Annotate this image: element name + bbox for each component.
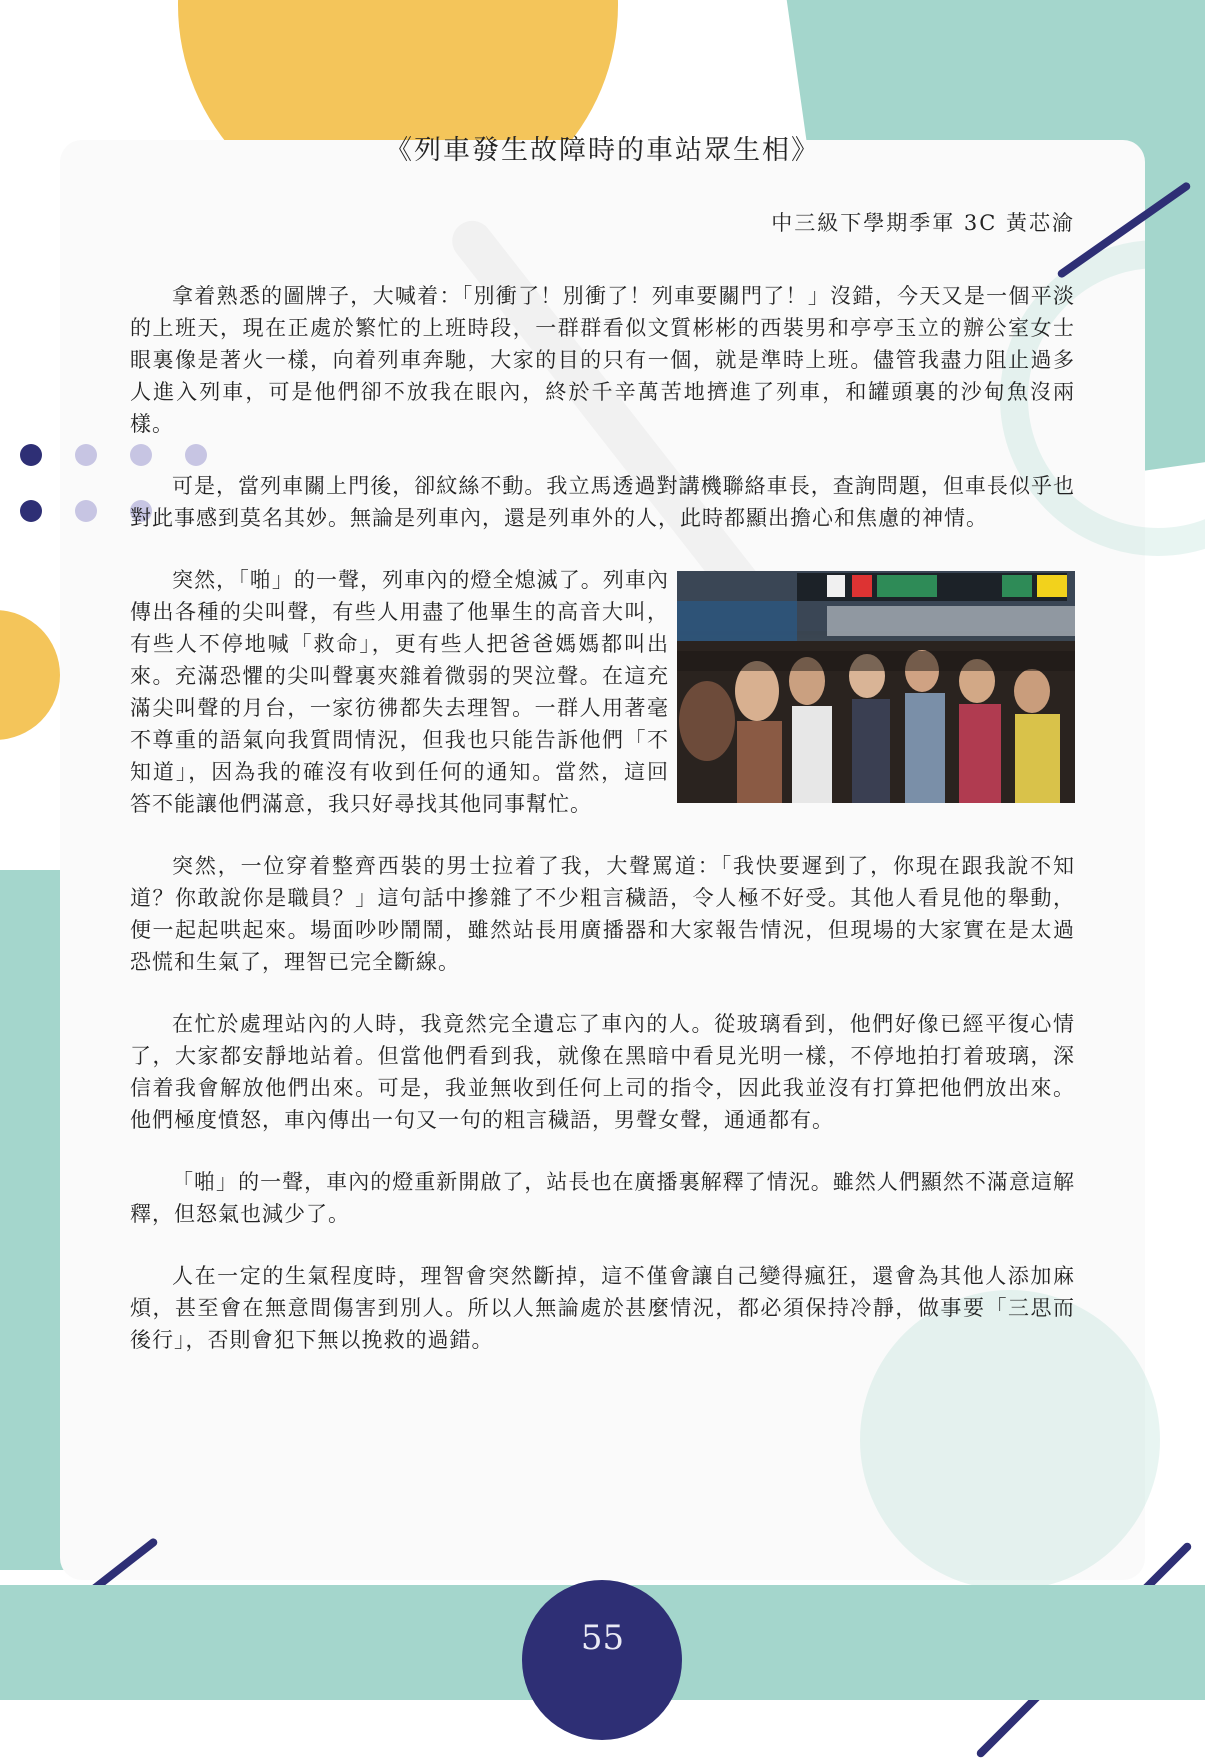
article-body <box>130 280 1075 1386</box>
yellow-half-circle-left <box>0 610 60 740</box>
paragraph: 在忙於處理站內的人時，我竟然完全遺忘了車內的人。從玻璃看到，他們好像已經平復心情了，大家都安靜地站着。但當他們看到我，就像在黑暗中看見光明一樣，不停地拍打着玻璃，深信着我會解放他們出來。可是，我並無收到任何上司的指令，因此我並沒有打算把他們放出來。他們極度憤怒，車內傳出一句又一句的粗言穢語，男聲女聲，通通都有。 <box>130 1012 1075 1132</box>
paragraph: 突然，一位穿着整齊西裝的男士拉着了我，大聲罵道：「我快要遲到了，你現在跟我說不知道？你敢說你是職員？」這句話中摻雜了不少粗言穢語，令人極不好受。其他人看見他的舉動，便一起起哄起來。場面吵吵鬧鬧，雖然站長用廣播器和大家報告情況，但現場的大家實在是太過恐慌和生氣了，理智已完全斷線。 <box>130 854 1075 974</box>
paragraph: 可是，當列車關上門後，卻紋絲不動。我立馬透過對講機聯絡車長，查詢問題，但車長似乎也對此事感到莫名其妙。無論是列車內，還是列車外的人，此時都顯出擔心和焦慮的神情。 <box>130 474 1075 530</box>
paragraph: 拿着熟悉的圖牌子，大喊着：「別衝了！別衝了！列車要關門了！」沒錯，今天又是一個平淡的上班天，現在正處於繁忙的上班時段，一群群看似文質彬彬的西裝男和亭亭玉立的辦公室女士眼裏像是著火一樣，向着列車奔馳，大家的目的只有一個，就是準時上班。儘管我盡力阻止過多人進入列車，可是他們卻不放我在眼內，終於千辛萬苦地擠進了列車，和罐頭裏的沙甸魚沒兩樣。 <box>130 284 1075 436</box>
paragraph: 人在一定的生氣程度時，理智會突然斷掉，這不僅會讓自己變得瘋狂，還會為其他人添加麻煩，甚至會在無意間傷害到別人。所以人無論處於甚麼情況，都必須保持冷靜，做事要「三思而後行」，否則會犯下無以挽救的過錯。 <box>130 1264 1075 1352</box>
paragraph: 突然，「啪」的一聲，列車內的燈全熄滅了。列車內傳出各種的尖叫聲，有些人用盡了他畢生的高音大叫，有些人不停地喊「救命」，更有些人把爸爸媽媽都叫出來。充滿恐懼的尖叫聲裏夾雜着微弱的哭泣聲。在這充滿尖叫聲的月台，一家彷彿都失去理智。一群人用著毫不尊重的語氣向我質問情況，但我也只能告訴他們「不知道」，因為我的確沒有收到任何的通知。當然，這回答不能讓他們滿意，我只好尋找其他同事幫忙。 <box>130 568 669 816</box>
page-number-circle <box>522 1580 682 1740</box>
paragraph: 「啪」的一聲，車內的燈重新開啟了，站長也在廣播裏解釋了情況。雖然人們顯然不滿意這解釋，但怒氣也減少了。 <box>130 1170 1075 1226</box>
article-byline: 中三級下學期季軍 3C 黃芯渝 <box>771 211 1075 235</box>
dot-navy <box>20 444 42 466</box>
page-number: 55 <box>580 1618 625 1658</box>
dot-navy <box>20 500 42 522</box>
article-title: 《列車發生故障時的車站眾生相》 <box>385 135 820 166</box>
dot-lavender <box>75 444 97 466</box>
dot-lavender <box>75 500 97 522</box>
photo-illustration <box>677 571 1075 803</box>
crowded-platform-photo <box>677 571 1075 803</box>
